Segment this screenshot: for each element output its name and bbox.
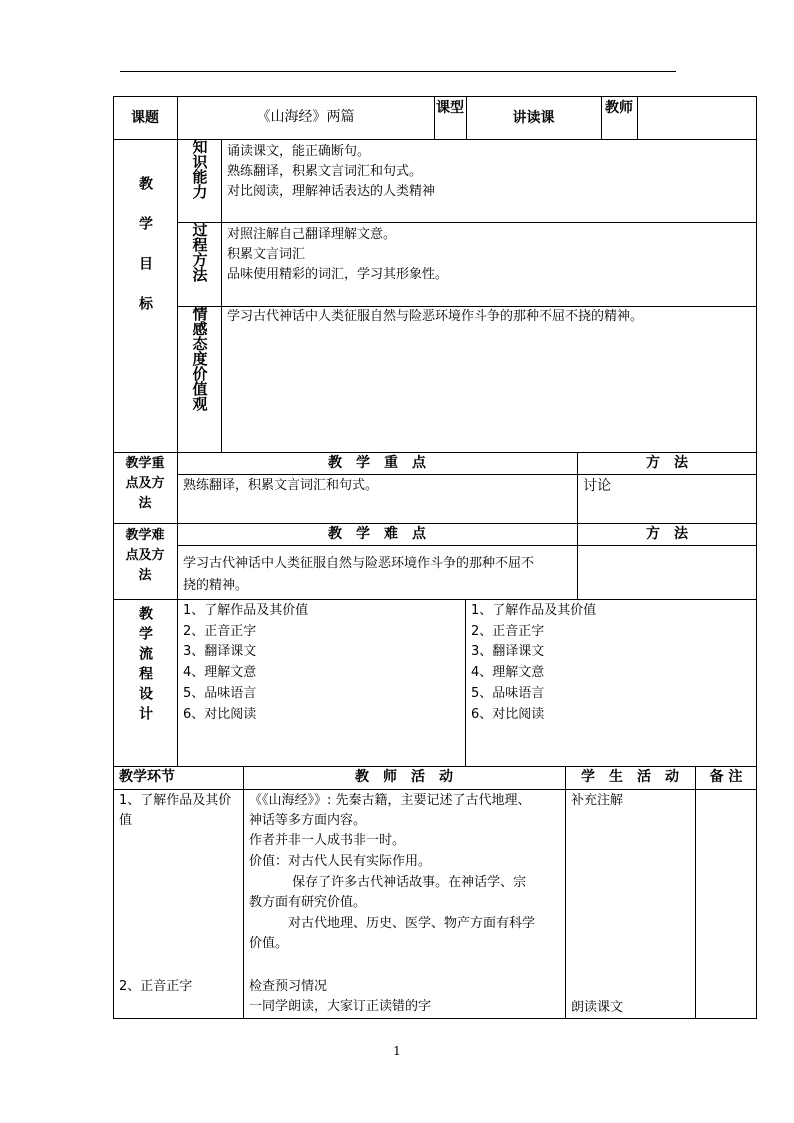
- notes-header: 备 注: [709, 769, 743, 785]
- objectives-label: 教学目标: [137, 176, 153, 336]
- process-label: 过程方法: [190, 222, 209, 282]
- key-points-content: 熟练翻译，积累文言词汇和句式。: [183, 478, 379, 493]
- step-header: 教学环节: [119, 769, 175, 785]
- student-activity-header: 学 生 活 动: [581, 769, 679, 785]
- page-number: 1: [393, 1044, 401, 1058]
- emotion-content: 学习古代神话中人类征服自然与险恶环境作斗争的那种不屈不挠的精神。: [227, 309, 644, 324]
- flow-label: 教学流程设计: [137, 606, 153, 726]
- student-activity-2: 朗读课文: [571, 1000, 624, 1015]
- teacher-label: 教师: [605, 100, 633, 116]
- difficulties-label: 教学难 点及方 法: [125, 528, 165, 583]
- topic-label: 课题: [131, 110, 159, 126]
- key-points-header: 教 学 重 点: [328, 455, 426, 471]
- key-points-method-header: 方 法: [646, 455, 688, 471]
- knowledge-label: 知识能力: [190, 139, 209, 199]
- step-2: 2、正音正字: [119, 979, 193, 994]
- difficulties-header: 教 学 难 点: [328, 526, 426, 542]
- topic-value: 《山海经》两篇: [256, 109, 355, 125]
- key-points-method: 讨论: [583, 478, 611, 494]
- teacher-activity-header: 教 师 活 动: [355, 769, 453, 785]
- key-points-label: 教学重 点及方 法: [125, 456, 165, 511]
- type-value: 讲读课: [512, 110, 555, 126]
- type-label: 课型: [436, 100, 464, 116]
- header-rule: [120, 71, 676, 72]
- emotion-label: 情感态度价值观: [190, 306, 209, 411]
- student-activity-1: 补充注解: [571, 793, 624, 808]
- difficulties-method-header: 方 法: [646, 526, 688, 542]
